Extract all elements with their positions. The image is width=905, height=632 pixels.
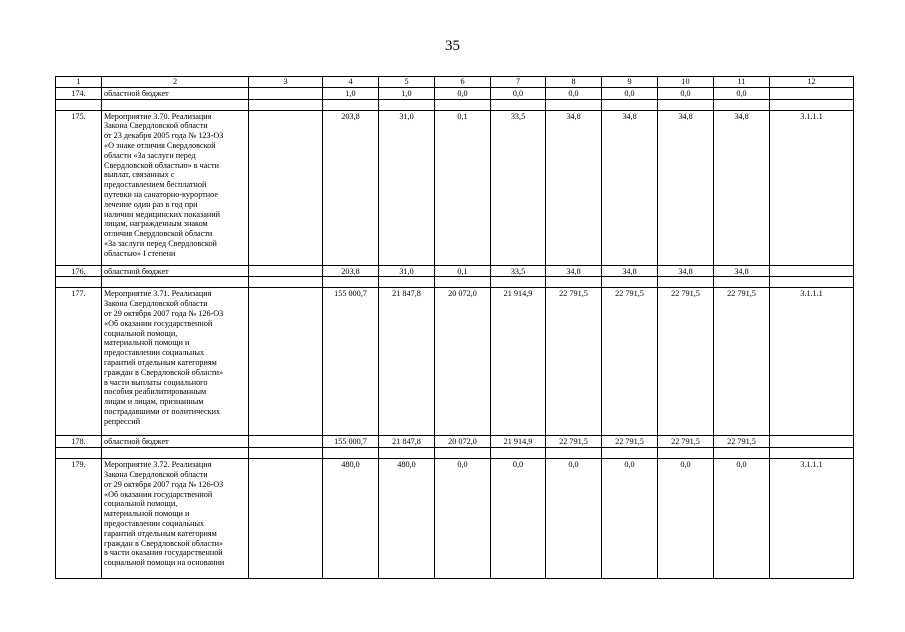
row-number: 178. [56,436,102,448]
value-cell: 20 072,0 [435,288,491,436]
row-name: областной бюджет [102,265,249,277]
value-cell: 0,0 [491,87,546,99]
value-cell: 203,8 [323,110,379,265]
row-code [770,265,854,277]
value-cell: 34,8 [546,110,602,265]
value-cell: 0,1 [435,110,491,265]
row-number: 176. [56,265,102,277]
row-name: областной бюджет [102,87,249,99]
value-cell: 0,0 [546,459,602,579]
header-cell: 8 [546,77,602,88]
value-cell: 22 791,5 [546,436,602,448]
value-cell: 21 847,8 [379,436,435,448]
value-cell: 0,1 [435,265,491,277]
value-cell: 22 791,5 [602,436,658,448]
value-cell: 1,0 [379,87,435,99]
row-number: 179. [56,459,102,579]
value-cell: 0,0 [546,87,602,99]
table-row [56,110,854,265]
row-number: 174. [56,87,102,99]
value-cell: 480,0 [323,459,379,579]
value-cell: 22 791,5 [714,288,770,436]
row-number: 177. [56,288,102,436]
table-row-spacer [56,99,854,110]
row-code [770,87,854,99]
table-row [56,288,854,436]
value-cell: 34,8 [658,265,714,277]
row-source [249,265,323,277]
value-cell: 0,0 [491,459,546,579]
row-source [249,288,323,436]
row-source [249,110,323,265]
row-name: Мероприятие 3.71. Реализация Закона Свердловской области от 29 октября 2007 года № 126-ОЗ «Об оказании государственной социальной помощи, материальной помощи и предоставлении социальных гарантий отдельным категориям граждан в Свердловской области» в части выплаты социального пособия реабилитированным лицам и лицам, признанным пострадавшими от политических репрессий [102,288,249,436]
header-cell: 4 [323,77,379,88]
table-row-spacer [56,277,854,288]
header-cell: 1 [56,77,102,88]
table-row [56,459,854,579]
header-cell: 7 [491,77,546,88]
header-cell: 12 [770,77,854,88]
value-cell: 21 847,8 [379,288,435,436]
value-cell: 34,8 [602,110,658,265]
row-code: 3.1.1.1 [770,288,854,436]
value-cell: 34,8 [714,265,770,277]
value-cell: 1,0 [323,87,379,99]
row-source [249,459,323,579]
value-cell: 0,0 [714,87,770,99]
table-row [56,265,854,277]
value-cell: 22 791,5 [714,436,770,448]
value-cell: 22 791,5 [658,288,714,436]
value-cell: 20 072,0 [435,436,491,448]
row-code: 3.1.1.1 [770,459,854,579]
value-cell: 33,5 [491,265,546,277]
header-cell: 2 [102,77,249,88]
value-cell: 0,0 [714,459,770,579]
value-cell: 34,8 [602,265,658,277]
header-cell: 5 [379,77,435,88]
value-cell: 0,0 [658,459,714,579]
value-cell: 31,0 [379,265,435,277]
value-cell: 34,8 [546,265,602,277]
value-cell: 33,5 [491,110,546,265]
value-cell: 22 791,5 [658,436,714,448]
header-row [56,77,854,88]
row-source [249,87,323,99]
value-cell: 0,0 [435,459,491,579]
header-cell: 10 [658,77,714,88]
header-cell: 11 [714,77,770,88]
row-code: 3.1.1.1 [770,110,854,265]
value-cell: 0,0 [602,459,658,579]
value-cell: 0,0 [602,87,658,99]
table-row [56,87,854,99]
value-cell: 34,8 [658,110,714,265]
value-cell: 155 000,7 [323,288,379,436]
table-row [56,436,854,448]
value-cell: 31,0 [379,110,435,265]
value-cell: 155 000,7 [323,436,379,448]
value-cell: 21 914,9 [491,436,546,448]
value-cell: 22 791,5 [546,288,602,436]
value-cell: 34,8 [714,110,770,265]
program-table [55,76,854,579]
row-name: Мероприятие 3.70. Реализация Закона Свердловской области от 23 декабря 2005 года № 123-ОЗ «О знаке отличия Свердловской области «За заслуги перед Свердловской областью» в части выплат, связанных с предоставлением бесплатной путевки на санаторно-курортное лечение один раз в год при наличии медицинских показаний лицам, награжденным знаком отличия Свердловской области «За заслуги перед Свердловской областью» I степени [102,110,249,265]
row-source [249,436,323,448]
header-cell: 6 [435,77,491,88]
row-name: Мероприятие 3.72. Реализация Закона Свердловской области от 29 октября 2007 года № 126-ОЗ «Об оказании государственной социальной помощи, материальной помощи и предоставлении социальных гарантий отдельным категориям граждан в Свердловской области» в части оказания государственной социальной помощи на основании [102,459,249,579]
value-cell: 0,0 [435,87,491,99]
value-cell: 203,8 [323,265,379,277]
header-cell: 9 [602,77,658,88]
table-row-spacer [56,448,854,459]
page-number: 35 [445,38,460,54]
row-code [770,436,854,448]
header-cell: 3 [249,77,323,88]
value-cell: 480,0 [379,459,435,579]
row-number: 175. [56,110,102,265]
value-cell: 0,0 [658,87,714,99]
value-cell: 21 914,9 [491,288,546,436]
row-name: областной бюджет [102,436,249,448]
value-cell: 22 791,5 [602,288,658,436]
